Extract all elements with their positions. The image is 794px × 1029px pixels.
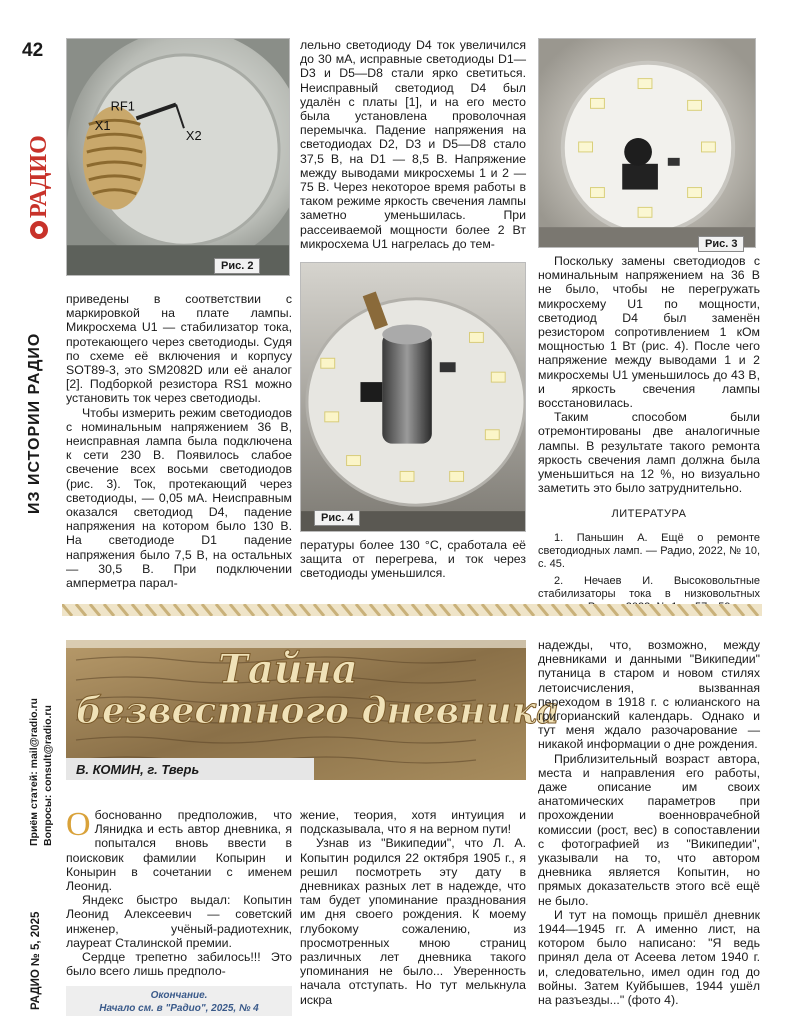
- logo-text: РАДИО: [26, 135, 52, 218]
- radio-logo: [24, 92, 54, 242]
- photo-fig4: [300, 262, 526, 532]
- article2-col1-para-2: Яндекс быстро выдал: Копытин Леонид Алексеевич — советский инженер, учёный-радиотехник, лауреат Сталинской премии.: [66, 893, 292, 950]
- photo-fig3: [538, 38, 756, 248]
- article1-col2-para-top: лельно светодиоду D4 ток увеличился до 30 мА, исправные светодиоды D1—D3 и D5—D8 стали ярко светиться. Неисправный светодиод D4 был удалён с платы [1], и на его место была установлена проволочная перемычка. Падение напряжения на светодиодах D2, D3 и D5—D8 стало 37,5 В, на D1 — 8,5 В. Напряжение между выводами микросхемы 1 и 2 — 75 В. Через некоторое время работы в таком режиме яркость свечения лампы заметно уменьшилась. При рассеиваемой мощности более 2 Вт микросхема U1 нагрелась до тем-: [300, 38, 526, 251]
- references-heading: ЛИТЕРАТУРА: [611, 508, 687, 521]
- margin-strip: [0, 0, 58, 1029]
- fig2-label-rf1: RF1: [110, 98, 135, 114]
- article2-col3-para-3: И тут на помощь пришёл дневник 1944—1945 гг. А именно лист, на котором было написано: "Я ведь принял дела от Асеева летом 1940 г. и, следовательно, имел один год до войны. Затем Куйбышев, 1944 ушёл на разъезды..." (фото 4).: [538, 907, 760, 1008]
- article1-col3-para-2: Таким способом были отремонтированы две аналогичные лампы. В результате такого ремонта яркость свечения ламп должна была уменьшиться на 12 %, но визуально заметить это было затруднительно.: [538, 410, 760, 496]
- article1-col1-para-1: приведены в соответствии с маркировкой на плате лампы. Микросхема U1 — стабилизатор тока, протекающего через светодиоды. Судя по схеме её включения и корпусу SOT89-3, это SM2082D или её аналог [2]. Подборкой резистора RS1 можно установить ток через светодиоды.: [66, 292, 292, 406]
- contact-articles: Приём статей: mail@radio.ru: [28, 698, 40, 846]
- photo-fig2: [66, 38, 290, 276]
- continuation-note: [66, 986, 292, 1016]
- article2-author: В. КОМИН, г. Тверь: [76, 762, 200, 777]
- article1-column-2-bottom: [300, 538, 526, 581]
- article1-col3-para-1: Поскольку замены светодиодов с номинальным напряжением на 36 В не было, чтобы не перегружать микросхему U1 по мощности, светодиод D4 был заменён резистором сопротивлением 1 кОм мощностью 1 Вт (рис. 4). После чего напряжение между выводами 1 и 2 микросхемы U1 уменьшилось до 43 В, и яркость свечения лампы восстановилась.: [538, 254, 760, 411]
- article1-column-2-top: [300, 38, 526, 251]
- article2-col1-para-1: боснованно предположив, что Лянидка и есть автор дневника, я попытался вновь ввести в поисковик фамилии Копырин и Конырин в сочетании с именем Леонид.: [66, 808, 292, 894]
- fig3-caption: Рис. 3: [698, 236, 744, 252]
- page-number: 42: [22, 40, 44, 61]
- continuation-note-line-2: Начало см. в "Радио", 2025, № 4: [99, 1003, 259, 1014]
- article2-col3-para-1: надежды, что, возможно, между дневниками и данными "Википедии" путаница в старом и новом стилях летоисчисления, вызванная переходом в 1918 г. с юлианского на григорианский календарь. Однако и тут меня ждало разочарование — никакой информации о дне рождения.: [538, 638, 760, 752]
- article2-column-2: [300, 808, 526, 1007]
- article2-col1-para-3: Сердце трепетно забилось!!! Это было всего лишь предполо-: [66, 950, 292, 979]
- article2-col2-para-2: Узнав из "Википедии", что Л. А. Копытин родился 22 октября 1905 г., я решил посмотреть эту дату в дневниках разных лет в надежде, что там будет упоминание празднования им дня своего рождения. К моему глубокому сожалению, из просмотренных мною страниц различных лет дневника такого упоминания не было... Уверенность начала отступать. Но тут мелькнула искра: [300, 836, 526, 1007]
- references-list: [538, 532, 760, 614]
- article2-column-1: [66, 808, 292, 978]
- article2-column-3: [538, 638, 760, 1007]
- article1-col1-para-2: Чтобы измерить режим светодиодов с номинальным напряжением 36 В, неисправная лампа была подключена к сети 230 В. Появилось слабое свечение всех восьми светодиодов (рис. 3). Ток, протекающий через светодиоды, — 0,05 мА. Неисправным оказался светодиод D4, падение напряжения на котором было 130 В. На светодиоде D1 падение напряжения было 7,5 В, на остальных — 30,5 В. При подключении амперметра парал-: [66, 405, 292, 591]
- continuation-note-line-1: Окончание.: [150, 990, 208, 1001]
- article2-col3-para-2: Приблизительный возраст автора, места и направления его работы, даже описание им своих анатомических параметров при прохождении военноврачебной комиссии (рост, вес) в сопоставлении с фотографией из "Википедии", указывали на то, что автором дневника является Копытин, но прямых доказательств этого всё ещё не было.: [538, 751, 760, 908]
- article1-col2-para-bottom: пературы более 130 °С, сработала её защита от перегрева, и ток через светодиоды уменьшился.: [300, 538, 526, 581]
- article2-title-line-2: безвестного дневника: [76, 690, 560, 732]
- dropcap: О: [66, 806, 91, 843]
- fig2-label-x2: X2: [185, 128, 202, 144]
- article1-column-1: [66, 292, 292, 590]
- article2-col2-para-1: жение, теория, хотя интуиция и подсказывала, что я на верном пути!: [300, 808, 526, 837]
- article1-column-3: [538, 254, 760, 618]
- contact-questions: Вопросы: consult@radio.ru: [42, 705, 54, 846]
- reference-item: 2. Нечаев И. Высоковольтные стабилизаторы тока в низковольтных: [538, 574, 760, 600]
- article-separator: [62, 604, 762, 616]
- fig2-label-x1: X1: [94, 118, 111, 134]
- reference-item: 1. Паньшин А. Ещё о ремонте светодиодных ламп. — Радио, 2022, № 10, с. 45.: [538, 531, 760, 570]
- article2-title-line-1: Тайна: [218, 646, 358, 693]
- section-tag: ИЗ ИСТОРИИ РАДИО: [26, 332, 43, 514]
- issue-tag: РАДИО № 5, 2025: [30, 911, 42, 1010]
- fig4-caption: Рис. 4: [314, 510, 360, 526]
- fig2-caption: Рис. 2: [214, 258, 260, 274]
